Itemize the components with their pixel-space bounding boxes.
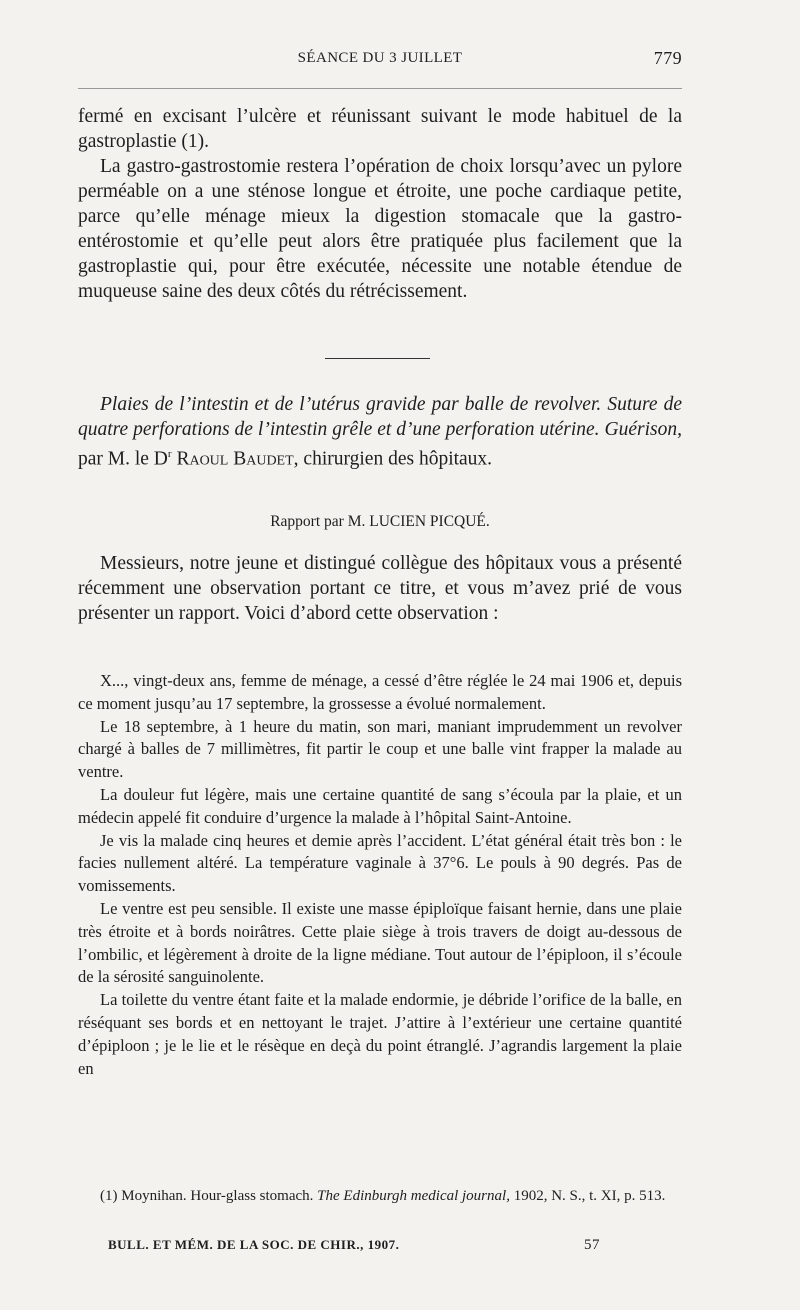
running-header [78, 50, 682, 74]
signature-mark: 57 [584, 1237, 600, 1253]
report-intro-paragraph: Messieurs, notre jeune et distingué collègue des hôpitaux vous a présenté récemment une observation portant ce titre, et vous m’avez prié de vous présenter un rapport. Voici d’abord cette observation : [78, 553, 682, 624]
article-author-role: chirurgien des hôpitaux. [298, 448, 493, 470]
observation-paragraph: La toilette du ventre étant faite et la malade endormie, je débride l’orifice de la balle, en réséquant ses bords et en nettoyant le trajet. J’attire à l’extérieur une certaine quantité d’épiploon ; je le lie et le résèque en deçà du point étranglé. J’agrandis largement la plaie en [78, 990, 682, 1078]
running-title: SÉANCE DU 3 JUILLET [297, 50, 463, 66]
footnote-text-end: 1902, N. S., t. XI, p. 513. [509, 1188, 666, 1204]
article-title-italic: Plaies de l’intestin et de l’utérus gravide par balle de revolver. Suture de quatre perforations de l’intestin grêle et d’une perforation utérine. Guérison, [78, 394, 682, 440]
article-title [78, 392, 682, 472]
intro-paragraph: La gastro-gastrostomie restera l’opération de choix lorsqu’avec un pylore perméable on a une sténose longue et étroite, une poche cardiaque petite, parce qu’elle ménage mieux la digestion stomacale que la gastro-entérostomie et qu’elle peut alors être pratiquée plus facilement que la gastroplastie qui, pour être exécutée, nécessite une notable étendue de muqueuse saine des deux côtés du rétrécissement. [78, 156, 682, 302]
section-separator [325, 358, 430, 359]
article-author: Raoul Baudet, [171, 448, 299, 470]
bulletin-reference: BULL. ET MÉM. DE LA SOC. DE CHIR., 1907. [108, 1237, 400, 1252]
footnote [78, 1186, 682, 1206]
header-rule [78, 88, 682, 89]
report-byline: Rapport par M. LUCIEN PICQUÉ. [270, 513, 490, 530]
article-title-by: par M. le D [78, 448, 168, 470]
observation-section [78, 670, 682, 1080]
report-intro [78, 551, 682, 626]
observation-paragraph: La douleur fut légère, mais une certaine quantité de sang s’écoula par la plaie, et un médecin appelé fit conduire d’urgence la malade à l’hôpital Saint-Antoine. [78, 784, 682, 827]
footnote-text: (1) Moynihan. Hour-glass stomach. [100, 1188, 318, 1204]
observation-paragraph: Je vis la malade cinq heures et demie après l’accident. L’état général était très bon : le facies nullement altéré. La température vaginale à 37°6. Le pouls à 90 degrés. Pas de vomissements. [78, 830, 682, 896]
article-title-dr-sup: r [167, 448, 172, 460]
observation-paragraph: X..., vingt-deux ans, femme de ménage, a cessé d’être réglée le 24 mai 1906 et, depuis ce moment jusqu’au 17 septembre, la grossesse a évolué normalement. [78, 671, 682, 713]
page-footer [78, 1237, 682, 1257]
observation-paragraph: Le ventre est peu sensible. Il existe une masse épiploïque faisant hernie, dans une plaie très étroite et à bords noirâtres. Cette plaie siège à trois travers de doigt au-dessous de l’ombilic, et légèrement à droite de la ligne médiane. Tout autour de l’épiploon, il s’écoule de la sérosité sanguinolente. [78, 898, 682, 987]
page-number: 779 [653, 48, 682, 68]
observation-paragraph: Le 18 septembre, à 1 heure du matin, son mari, maniant imprudemment un revolver chargé à balles de 7 millimètres, fit partir le coup et une balle vint frapper la malade au ventre. [78, 716, 682, 782]
footnote-journal: The Edinburgh medical journal, [317, 1188, 510, 1204]
intro-section [78, 104, 682, 304]
intro-paragraph: fermé en excisant l’ulcère et réunissant suivant le mode habituel de la gastroplastie (1). [78, 106, 682, 152]
